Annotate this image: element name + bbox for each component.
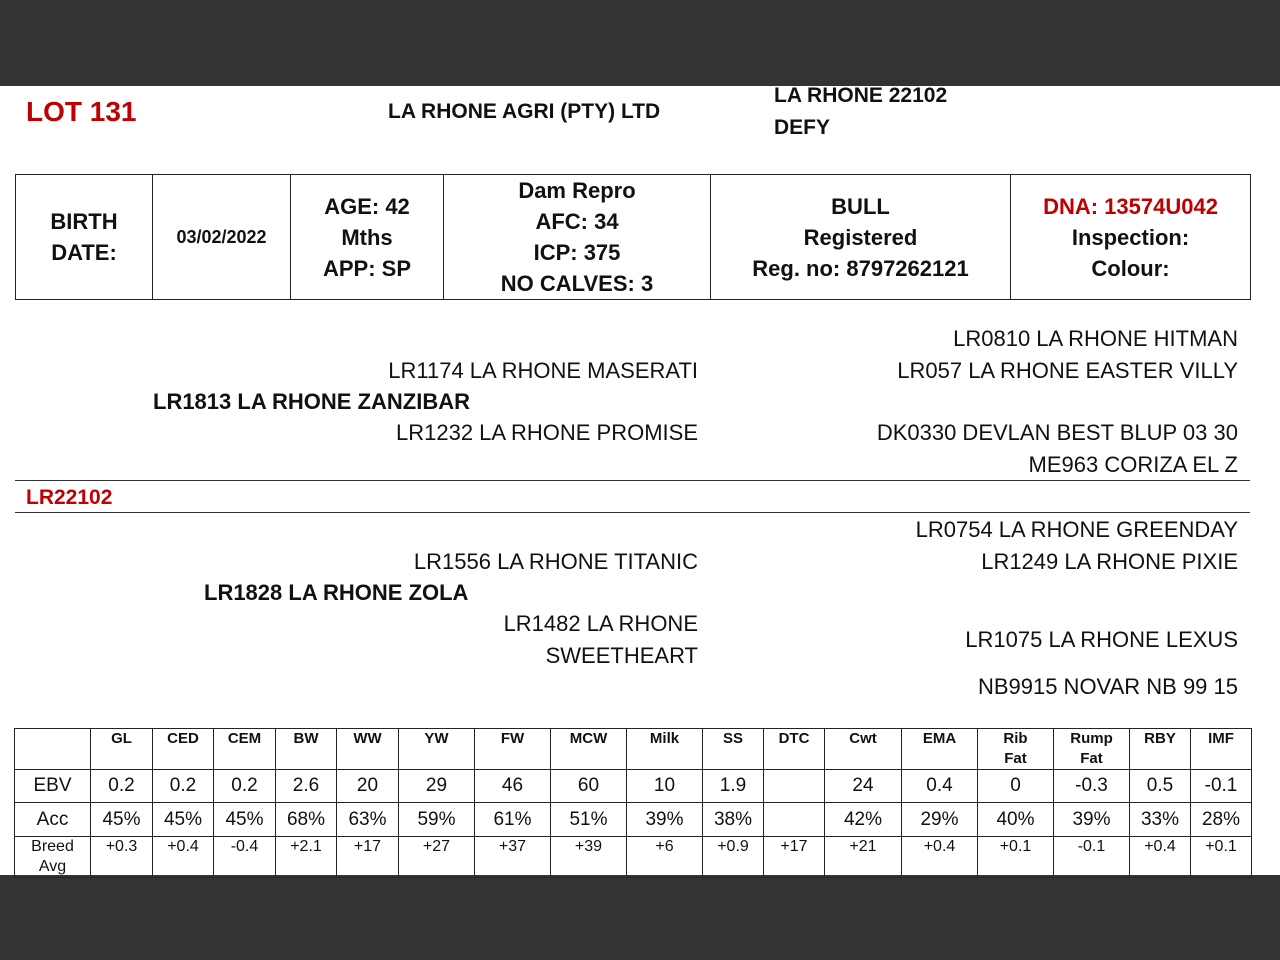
divider-bottom <box>15 512 1250 513</box>
pedigree-dss: LR0754 LA RHONE GREENDAY <box>915 517 1238 542</box>
ebv-header-cell: DTC <box>764 729 825 770</box>
dna-number: DNA: 13574U042 <box>1043 193 1218 219</box>
colour: Colour: <box>1091 255 1170 281</box>
ebv-header-cell: RBY <box>1130 729 1191 770</box>
ebv-cell: 28% <box>1191 803 1252 837</box>
ebv-header-cell: SS <box>703 729 764 770</box>
ebv-header-cell: BW <box>276 729 337 770</box>
pedigree-sds: DK0330 DEVLAN BEST BLUP 03 30 <box>876 420 1238 445</box>
no-calves: NO CALVES: 3 <box>500 271 654 296</box>
ebv-cell: -0.3 <box>1054 770 1130 803</box>
ebv-cell: 45% <box>153 803 214 837</box>
divider-top <box>15 480 1250 481</box>
lot-sheet <box>0 86 1280 875</box>
ebv-cell: 0.4 <box>902 770 978 803</box>
ebv-cell: 0.5 <box>1130 770 1191 803</box>
ebv-header-cell: MCW <box>551 729 627 770</box>
ebv-header-cell: IMF <box>1191 729 1252 770</box>
ebv-cell: +0.4 <box>153 837 214 878</box>
age-unit: Mths <box>341 224 393 250</box>
ebv-row-label: EBV <box>15 770 91 803</box>
ebv-cell: 42% <box>825 803 902 837</box>
ebv-header-cell: CED <box>153 729 214 770</box>
animal-name <box>774 80 947 144</box>
breed-avg-row <box>15 837 1252 878</box>
pedigree-animal-id: LR22102 <box>26 486 113 509</box>
reg-no: Reg. no: 8797262121 <box>752 255 969 281</box>
ebv-row <box>15 770 1252 803</box>
pedigree-sire-sire: LR1174 LA RHONE MASERATI <box>388 358 698 383</box>
ebv-header-cell: EMA <box>902 729 978 770</box>
ebv-cell: +0.4 <box>902 837 978 878</box>
ebv-cell: 24 <box>825 770 902 803</box>
ebv-cell: +17 <box>764 837 825 878</box>
ebv-cell: 51% <box>551 803 627 837</box>
ebv-cell: +17 <box>337 837 399 878</box>
icp: ICP: 375 <box>533 240 621 265</box>
ebv-cell: 46 <box>475 770 551 803</box>
ebv-cell: +27 <box>399 837 475 878</box>
dam-repro-cell <box>444 175 711 300</box>
ebv-cell: 20 <box>337 770 399 803</box>
ebv-row-label: Breed Avg <box>15 837 91 878</box>
ebv-cell: 68% <box>276 803 337 837</box>
ebv-cell: 1.9 <box>703 770 764 803</box>
ebv-cell: 0.2 <box>153 770 214 803</box>
inspection: Inspection: <box>1071 224 1190 250</box>
app: APP: SP <box>322 255 412 281</box>
ebv-cell: 0 <box>978 770 1054 803</box>
age-cell <box>291 175 444 300</box>
ebv-cell: 39% <box>627 803 703 837</box>
ebv-header-cell: YW <box>399 729 475 770</box>
ebv-header-cell: CEM <box>214 729 276 770</box>
ebv-cell: 39% <box>1054 803 1130 837</box>
ebv-cell: +37 <box>475 837 551 878</box>
ebv-cell: 29 <box>399 770 475 803</box>
ebv-header-cell: FW <box>475 729 551 770</box>
registered: Registered <box>803 224 918 250</box>
breeder-name: LA RHONE AGRI (PTY) LTD <box>388 100 661 123</box>
animal-info-table <box>15 174 1251 300</box>
dna-cell <box>1011 175 1251 300</box>
ebv-cell: +0.1 <box>978 837 1054 878</box>
ebv-cell: 61% <box>475 803 551 837</box>
ebv-cell: 10 <box>627 770 703 803</box>
ebv-row-label: Acc <box>15 803 91 837</box>
pedigree-sire-dam: LR1232 LA RHONE PROMISE <box>395 420 698 445</box>
dam-repro-title: Dam Repro <box>518 178 636 203</box>
animal-name-line-1: LA RHONE 22102 <box>774 84 948 107</box>
ebv-table <box>14 728 1252 878</box>
ebv-cell: -0.1 <box>1191 770 1252 803</box>
pedigree-dam-dam: LR1482 LA RHONE SWEETHEART <box>503 611 698 668</box>
ebv-cell: +2.1 <box>276 837 337 878</box>
ebv-cell: +0.1 <box>1191 837 1252 878</box>
ebv-cell: 40% <box>978 803 1054 837</box>
pedigree-sire: LR1813 LA RHONE ZANZIBAR <box>153 389 470 414</box>
registration-cell <box>711 175 1011 300</box>
pedigree-dds: LR1075 LA RHONE LEXUS <box>965 627 1238 652</box>
ebv-cell: 2.6 <box>276 770 337 803</box>
birth-date-label: BIRTH DATE: <box>16 175 153 300</box>
ebv-cell: 0.2 <box>91 770 153 803</box>
ebv-cell: 59% <box>399 803 475 837</box>
animal-name-line-2: DEFY <box>774 116 831 139</box>
ebv-header-cell: Cwt <box>825 729 902 770</box>
pedigree-sdd: ME963 CORIZA EL Z <box>1028 452 1238 477</box>
ebv-cell: 45% <box>91 803 153 837</box>
pedigree-ddd: NB9915 NOVAR NB 99 15 <box>977 674 1238 699</box>
ebv-cell: -0.4 <box>214 837 276 878</box>
ebv-header-cell: Milk <box>627 729 703 770</box>
age: AGE: 42 <box>324 193 410 219</box>
ebv-cell: 33% <box>1130 803 1191 837</box>
ebv-cell: +39 <box>551 837 627 878</box>
ebv-cell: +6 <box>627 837 703 878</box>
ebv-cell: 29% <box>902 803 978 837</box>
ebv-cell: 63% <box>337 803 399 837</box>
ebv-cell: 0.2 <box>214 770 276 803</box>
ebv-corner-cell <box>15 729 91 770</box>
birth-date-value: 03/02/2022 <box>153 175 291 300</box>
ebv-cell: 60 <box>551 770 627 803</box>
pedigree-sss: LR0810 LA RHONE HITMAN <box>953 326 1238 351</box>
acc-row <box>15 803 1252 837</box>
ebv-header-cell: WW <box>337 729 399 770</box>
ebv-cell: +0.9 <box>703 837 764 878</box>
ebv-cell: +0.4 <box>1130 837 1191 878</box>
ebv-cell: +21 <box>825 837 902 878</box>
pedigree-dam: LR1828 LA RHONE ZOLA <box>204 580 469 605</box>
lot-number: LOT 131 <box>26 96 137 127</box>
afc: AFC: 34 <box>535 209 619 234</box>
sex: BULL <box>831 193 890 219</box>
ebv-header-cell: GL <box>91 729 153 770</box>
ebv-cell: 38% <box>703 803 764 837</box>
pedigree-dsd: LR1249 LA RHONE PIXIE <box>981 549 1238 574</box>
ebv-cell: -0.1 <box>1054 837 1130 878</box>
ebv-cell <box>764 770 825 803</box>
ebv-cell: 45% <box>214 803 276 837</box>
pedigree-dam-sire: LR1556 LA RHONE TITANIC <box>413 549 698 574</box>
ebv-header-cell: Rib Fat <box>978 729 1054 770</box>
pedigree-ssd: LR057 LA RHONE EASTER VILLY <box>897 358 1238 383</box>
ebv-cell: +0.3 <box>91 837 153 878</box>
ebv-header-row <box>15 729 1252 770</box>
ebv-cell <box>764 803 825 837</box>
ebv-header-cell: Rump Fat <box>1054 729 1130 770</box>
